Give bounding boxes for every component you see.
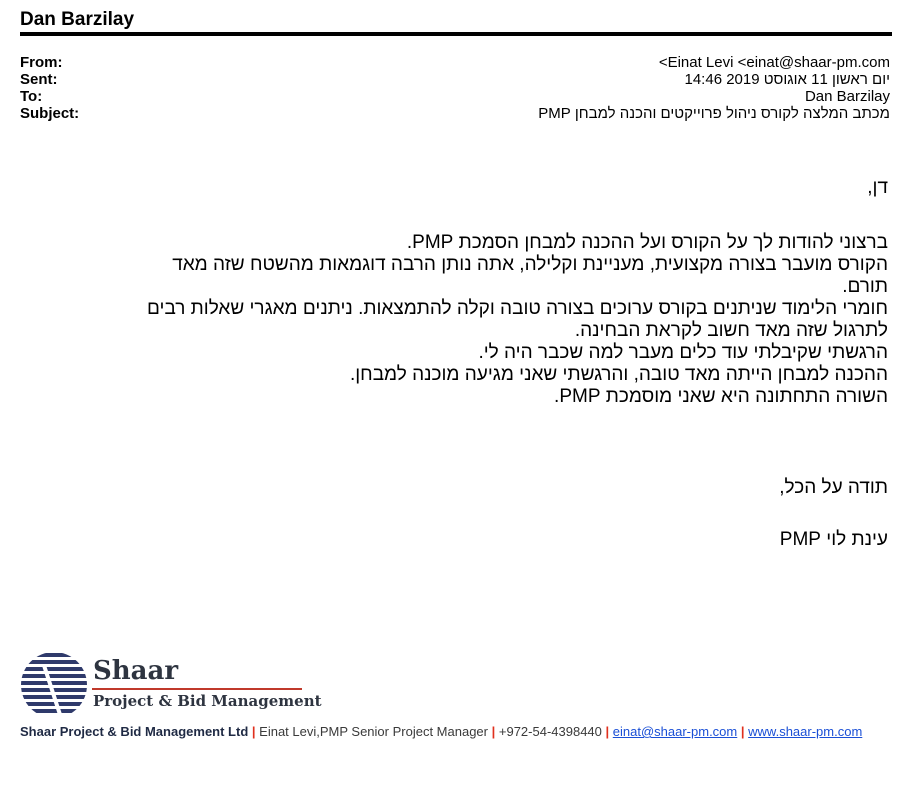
body-line: חומרי הלימוד שניתנים בקורס ערוכים בצורה טובה וקלה להתמצאות. ניתנים מאגרי שאלות רבים	[147, 298, 888, 319]
body-line: לתרגול שזה מאד חשוב לקראת הבחינה.	[574, 320, 888, 341]
from-label: From:	[20, 54, 63, 71]
footer-separator: |	[740, 724, 745, 739]
closing-thanks: תודה על הכל,	[779, 477, 888, 498]
to-value: Dan Barzilay	[804, 88, 890, 105]
footer-separator: |	[251, 724, 256, 739]
subject-label: Subject:	[20, 105, 80, 122]
logo-name: Shaar	[93, 656, 179, 686]
header-values	[538, 54, 890, 122]
header-rule	[20, 32, 892, 36]
footer-website-link[interactable]: www.shaar-pm.com	[748, 724, 863, 739]
sender-name: Dan Barzilay	[20, 9, 135, 30]
body-line: תורם.	[842, 276, 888, 297]
footer-separator: |	[605, 724, 610, 739]
body-line: ברצוני להודות לך על הקורס ועל ההכנה למבחן הסמכת PMP.	[406, 232, 888, 253]
logo-underline	[92, 688, 302, 690]
sent-label: Sent:	[20, 71, 58, 88]
body-paragraph	[18, 232, 888, 408]
greeting: דן,	[867, 177, 888, 198]
footer-company: Shaar Project & Bid Management Ltd	[20, 724, 249, 739]
from-value: <Einat Levi <einat@shaar-pm.com	[658, 54, 890, 71]
footer-phone: +972-54-4398440	[498, 724, 602, 739]
body-line: ההכנה למבחן הייתה מאד טובה, והרגשתי שאני מגיעה מוכנה למבחן.	[349, 364, 888, 385]
body-line: השורה התחתונה היא שאני מוסמכת PMP.	[554, 386, 888, 407]
subject-value: מכתב המלצה לקורס ניהול פרוייקטים והכנה למבחן PMP	[538, 105, 890, 122]
footer-email-link[interactable]: einat@shaar-pm.com	[612, 724, 738, 739]
body-line: הקורס מועבר בצורה מקצועית, מעניינת וקלילה, אתה נותן הרבה דוגמאות מהשטח שזה מאד	[172, 254, 888, 275]
logo-tagline: Project & Bid Management	[93, 692, 322, 710]
footer-person: Einat Levi,PMP Senior Project Manager	[259, 724, 488, 739]
signature: עינת לוי PMP	[779, 529, 888, 550]
to-label: To:	[20, 88, 43, 105]
body-line: הרגשתי שקיבלתי עוד כלים מעבר למה שכבר היה לי.	[478, 342, 888, 363]
footer-separator: |	[491, 724, 496, 739]
sent-value: יום ראשון 11 אוגוסט 2019 14:46	[684, 71, 890, 88]
footer-signature	[20, 723, 870, 740]
header-labels	[20, 54, 79, 122]
